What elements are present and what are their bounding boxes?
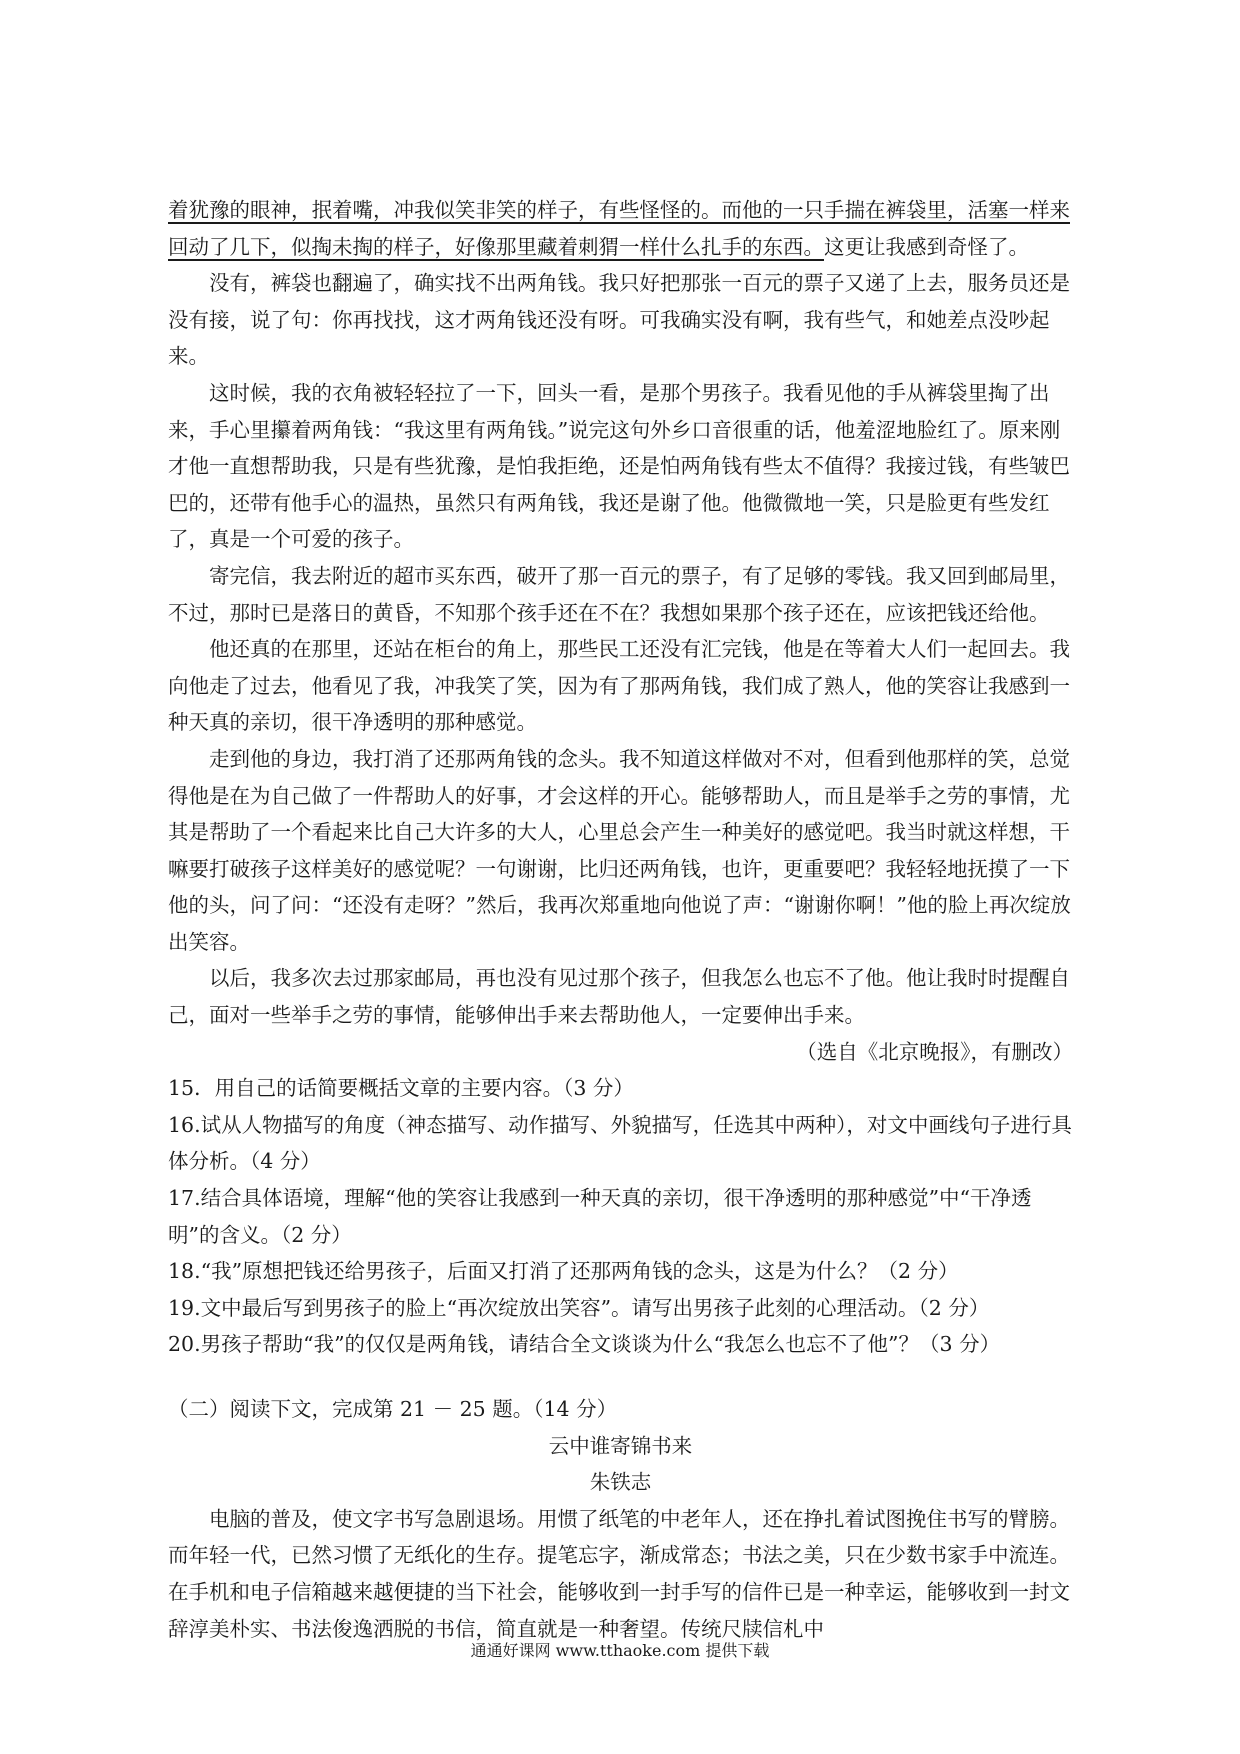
article-2-author: 朱铁志: [589, 1470, 652, 1495]
article-source: （选自《北京晚报》，有删改）: [796, 1039, 1073, 1064]
article-paragraph-6: 走到他的身边，我打消了还那两角钱的念头。我不知道这样做对不对，但看到他那样的笑，总觉得他是在为自己做了一件帮助人的好事，才会这样的开心。能够帮助人，而且是举手之劳的事情，尤其是帮助了一个看起来比自己大许多的大人，心里总会产生一种美好的感觉吧。我当时就这样想，干嘛要打破孩子这样美好的感觉呢？一句谢谢，比归还两角钱，也许，更重要吧？我轻轻地抚摸了一下他的头，问了问：“还没有走呀？”然后，我再次郑重地向他说了声：“谢谢你啊！”他的脸上再次绽放出笑容。: [168, 746, 1071, 954]
question-16: 16.试从人物描写的角度（神态描写、动作描写、外貌描写，任选其中两种），对文中画线句子进行具体分析。（4 分）: [168, 1112, 1072, 1174]
exam-page: [168, 192, 1073, 1647]
question-17: 17.结合具体语境，理解“他的笑容让我感到一种天真的亲切，很干净透明的那种感觉”中“干净透明”的含义。（2 分）: [168, 1186, 1032, 1247]
article-2-title: 云中谁寄锦书来: [548, 1433, 693, 1458]
article-paragraph-7: 以后，我多次去过那家邮局，再也没有见过那个孩子，但我怎么也忘不了他。他让我时时提醒自己，面对一些举手之劳的事情，能够伸出手来去帮助他人，一定要伸出手来。: [168, 966, 1070, 1028]
article-paragraph-3: 这时候，我的衣角被轻轻拉了一下，回头一看，是那个男孩子。我看见他的手从裤袋里掏了出来，手心里攥着两角钱：“我这里有两角钱。”说完这句外乡口音很重的话，他羞涩地脸红了。原来刚才他一直想帮助我，只是有些犹豫，是怕我拒绝，还是怕两角钱有些太不值得？我接过钱，有些皱巴巴的，还带有他手心的温热，虽然只有两角钱，我还是谢了他。他微微地一笑，只是脸更有些发红了，真是一个可爱的孩子。: [168, 380, 1070, 552]
question-19: 19.文中最后写到男孩子的脸上“再次绽放出笑容”。请写出男孩子此刻的心理活动。（2 分）: [168, 1295, 990, 1320]
question-15: 15．用自己的话简要概括文章的主要内容。（3 分）: [168, 1076, 634, 1101]
section-2-heading: （二）阅读下文，完成第 21 － 25 题。（14 分）: [168, 1397, 618, 1421]
article-2-paragraph-1: 电脑的普及，使文字书写急剧退场。用惯了纸笔的中老年人，还在挣扎着试图挽住书写的臂膀。而年轻一代，已然习惯了无纸化的生存。提笔忘字，渐成常态；书法之美，只在少数书家手中流连。在手机和电子信箱越来越便捷的当下社会，能够收到一封手写的信件已是一种幸运，能够收到一封文辞淳美朴实、书法俊逸洒脱的书信，简直就是一种奢望。传统尺牍信札中: [168, 1506, 1070, 1641]
question-20: 20.男孩子帮助“我”的仅仅是两角钱，请结合全文谈谈为什么“我怎么也忘不了他”？（3 分）: [168, 1332, 1001, 1357]
page-footer: 通通好课网 www.tthaoke.com 提供下载: [470, 1641, 770, 1660]
question-18: 18.“我”原想把钱还给男孩子，后面又打消了还那两角钱的念头，这是为什么？（2 分）: [168, 1259, 959, 1284]
section-spacer: [168, 1363, 1073, 1391]
article-paragraph-5: 他还真的在那里，还站在柜台的角上，那些民工还没有汇完钱，他是在等着大人们一起回去。我向他走了过去，他看见了我，冲我笑了笑，因为有了那两角钱，我们成了熟人，他的笑容让我感到一种天真的亲切，很干净透明的那种感觉。: [168, 637, 1070, 735]
article-paragraph-1: [168, 192, 1073, 265]
underlined-sentence-2: 一样来回动了几下，似掏未掏的样子，好像那里藏着刺猬一样什么扎手的东西。: [168, 198, 1070, 259]
article-paragraph-4: 寄完信，我去附近的超市买东西，破开了那一百元的票子，有了足够的零钱。我又回到邮局里，不过，那时已是落日的黄昏，不知那个孩手还在不在？我想如果那个孩子还在，应该把钱还给他。: [168, 563, 1070, 625]
article-paragraph-2: 没有，裤袋也翻遍了，确实找不出两角钱。我只好把那张一百元的票子又递了上去，服务员还是没有接，说了句：你再找找，这才两角钱还没有呀。可我确实没有啊，我有些气，和她差点没吵起来。: [168, 271, 1070, 369]
paragraph-1-tail: 这更让我感到奇怪了。: [824, 234, 1029, 259]
underlined-sentence-1: 着犹豫的眼神，抿着嘴，冲我似笑非笑的样子，有些怪怪的。而他的一只手揣在裤袋里，活塞: [168, 198, 1009, 222]
